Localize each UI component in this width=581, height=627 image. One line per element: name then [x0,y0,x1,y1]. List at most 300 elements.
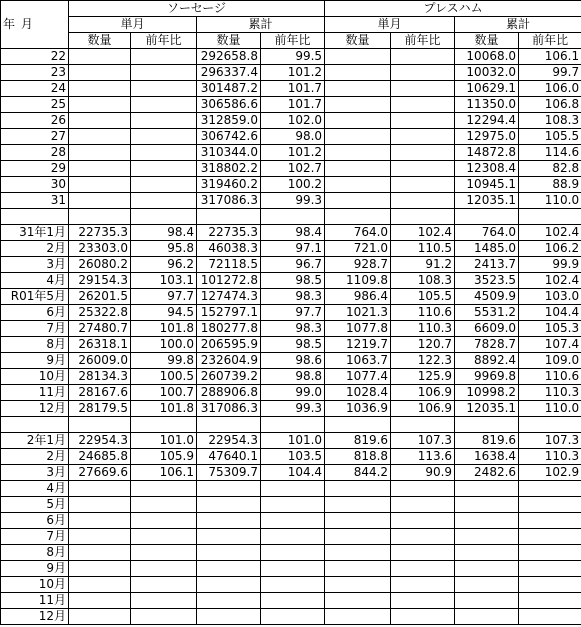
empty-cell [261,417,325,433]
table-cell [131,193,197,209]
table-cell [391,561,455,577]
empty-cell [455,209,519,225]
table-cell: 10945.1 [455,177,519,193]
table-cell: 101.8 [131,321,197,337]
table-cell [455,561,519,577]
row-label: 25 [1,97,69,113]
table-cell [391,513,455,529]
table-cell: 819.6 [325,433,391,449]
table-cell [131,577,197,593]
table-cell: 99.7 [519,65,581,81]
table-cell [325,129,391,145]
table-cell: 22954.3 [197,433,261,449]
table-cell: 312859.0 [197,113,261,129]
row-label: 11月 [1,593,69,609]
table-cell: 317086.3 [197,401,261,417]
table-cell: 95.8 [131,241,197,257]
table-cell: 99.8 [131,353,197,369]
table-cell: 318802.2 [197,161,261,177]
table-row [1,369,581,385]
table-cell: 101.7 [261,97,325,113]
table-cell [69,545,131,561]
table-row [1,289,581,305]
row-label: 4月 [1,481,69,497]
empty-cell [69,209,131,225]
table-cell: 26009.0 [69,353,131,369]
table-cell [519,561,581,577]
table-cell: 101.7 [261,81,325,97]
empty-cell [391,417,455,433]
table-cell [261,529,325,545]
sausage-cumulative-header: 累計 [197,17,325,33]
table-cell [131,513,197,529]
table-cell: 82.8 [519,161,581,177]
table-row [1,497,581,513]
table-header [1,1,581,49]
row-label: 31 [1,193,69,209]
table-cell [519,545,581,561]
row-label: 9月 [1,353,69,369]
table-cell [131,177,197,193]
table-cell: 28167.6 [69,385,131,401]
table-cell: 99.3 [261,193,325,209]
table-cell: 5531.2 [455,305,519,321]
table-cell [325,593,391,609]
table-cell: 101.2 [261,65,325,81]
table-cell: 100.7 [131,385,197,401]
table-cell [455,577,519,593]
table-cell: 25322.8 [69,305,131,321]
table-cell: 122.3 [391,353,455,369]
table-row [1,97,581,113]
row-label: 24 [1,81,69,97]
table-cell [261,593,325,609]
table-cell: 206595.9 [197,337,261,353]
table-cell [69,529,131,545]
table-cell: 120.7 [391,337,455,353]
table-row [1,465,581,481]
empty-cell [69,417,131,433]
table-cell: 106.9 [391,401,455,417]
pressham-cum-qty-header: 数量 [455,33,519,49]
table-cell: 103.1 [131,273,197,289]
table-cell: 1638.4 [455,449,519,465]
table-cell: 1077.4 [325,369,391,385]
table-cell [391,81,455,97]
pressham-single-qty-header: 数量 [325,33,391,49]
table-cell: 288906.8 [197,385,261,401]
table-cell [69,497,131,513]
table-cell [69,593,131,609]
table-cell: 102.4 [519,273,581,289]
row-label: 22 [1,49,69,65]
table-cell [197,513,261,529]
table-row [1,241,581,257]
table-cell [519,481,581,497]
empty-cell [325,417,391,433]
table-row [1,65,581,81]
table-cell [455,481,519,497]
table-cell: 109.0 [519,353,581,369]
table-cell: 28179.5 [69,401,131,417]
row-label: 6月 [1,305,69,321]
table-cell: 844.2 [325,465,391,481]
empty-cell [1,417,69,433]
table-cell: 107.3 [391,433,455,449]
table-cell [131,545,197,561]
empty-cell [455,417,519,433]
table-cell [197,481,261,497]
table-cell [325,577,391,593]
row-label: 12月 [1,609,69,625]
table-cell [455,609,519,625]
table-cell: 100.5 [131,369,197,385]
table-cell: 10032.0 [455,65,519,81]
table-cell: 1077.8 [325,321,391,337]
table-cell: 106.2 [519,241,581,257]
table-cell [261,577,325,593]
table-cell [325,561,391,577]
table-cell: 99.0 [261,385,325,401]
table-cell: 28134.3 [69,369,131,385]
table-cell [197,609,261,625]
table-cell: 91.2 [391,257,455,273]
table-cell [455,497,519,513]
sausage-single-qty-header: 数量 [69,33,131,49]
table-cell: 110.5 [391,241,455,257]
table-cell: 103.0 [519,289,581,305]
pressham-cumulative-header: 累計 [455,17,581,33]
table-cell [391,129,455,145]
table-cell: 819.6 [455,433,519,449]
row-label: 2月 [1,241,69,257]
table-cell: 1485.0 [455,241,519,257]
table-cell: 114.6 [519,145,581,161]
table-cell: 102.0 [261,113,325,129]
table-cell: 4509.9 [455,289,519,305]
pressham-cum-yoy-header: 前年比 [519,33,581,49]
table-body [1,49,581,625]
table-cell: 110.6 [391,305,455,321]
table-cell [519,577,581,593]
table-cell [519,529,581,545]
table-cell: 14872.8 [455,145,519,161]
table-cell: 721.0 [325,241,391,257]
table-cell [325,65,391,81]
empty-cell [1,209,69,225]
table-cell: 125.9 [391,369,455,385]
table-cell [325,113,391,129]
table-cell [197,497,261,513]
sausage-cum-qty-header: 数量 [197,33,261,49]
table-cell [69,177,131,193]
table-cell: 108.3 [391,273,455,289]
table-cell: 6609.0 [455,321,519,337]
table-cell [519,609,581,625]
table-cell: 928.7 [325,257,391,273]
empty-cell [325,209,391,225]
table-cell: 27669.6 [69,465,131,481]
table-cell [325,161,391,177]
table-row [1,337,581,353]
table-cell [131,481,197,497]
table-cell: 104.4 [261,465,325,481]
table-row [1,609,581,625]
sausage-cum-yoy-header: 前年比 [261,33,325,49]
table-cell [131,129,197,145]
table-cell: 260739.2 [197,369,261,385]
table-cell: 100.0 [131,337,197,353]
table-cell [391,65,455,81]
table-cell [69,65,131,81]
table-cell: 29154.3 [69,273,131,289]
table-cell [455,529,519,545]
table-cell [69,113,131,129]
table-cell [131,65,197,81]
table-row [1,321,581,337]
table-row [1,145,581,161]
empty-cell [131,209,197,225]
table-cell: 22735.3 [197,225,261,241]
table-cell: 110.3 [391,321,455,337]
row-label: 10月 [1,577,69,593]
table-cell: 818.8 [325,449,391,465]
table-row [1,561,581,577]
table-cell [131,561,197,577]
table-cell [197,577,261,593]
table-cell: 110.3 [519,385,581,401]
table-cell: 99.9 [519,257,581,273]
table-row [1,529,581,545]
table-cell [391,577,455,593]
table-row [1,49,581,65]
table-cell: 106.9 [391,385,455,401]
table-cell: 113.6 [391,449,455,465]
table-cell [69,49,131,65]
table-cell: 152797.1 [197,305,261,321]
table-cell: 107.3 [519,433,581,449]
table-cell: 12035.1 [455,193,519,209]
empty-cell [391,209,455,225]
row-label: 5月 [1,497,69,513]
row-label: 8月 [1,337,69,353]
table-cell [325,609,391,625]
table-cell: 102.7 [261,161,325,177]
table-cell: 306742.6 [197,129,261,145]
table-cell [519,593,581,609]
table-cell: 106.0 [519,81,581,97]
empty-cell [519,417,581,433]
row-label: 30 [1,177,69,193]
table-row [1,593,581,609]
table-cell [391,193,455,209]
table-cell: 98.4 [261,225,325,241]
table-cell [131,529,197,545]
table-cell [69,481,131,497]
table-cell: 102.4 [391,225,455,241]
table-cell: 105.3 [519,321,581,337]
table-cell: 99.5 [261,49,325,65]
spacer-row [1,417,581,433]
table-cell: 100.2 [261,177,325,193]
table-cell: 26318.1 [69,337,131,353]
table-cell: 101272.8 [197,273,261,289]
table-cell: 764.0 [455,225,519,241]
table-cell: 107.4 [519,337,581,353]
table-row [1,385,581,401]
table-cell: 180277.8 [197,321,261,337]
table-cell [325,193,391,209]
table-cell [69,145,131,161]
table-cell: 103.5 [261,449,325,465]
table-row [1,177,581,193]
row-label: 7月 [1,321,69,337]
empty-cell [197,209,261,225]
table-cell [131,145,197,161]
table-cell [69,161,131,177]
table-cell: 106.1 [519,49,581,65]
table-cell [519,497,581,513]
table-row [1,129,581,145]
table-cell: 98.5 [261,273,325,289]
table-cell [131,593,197,609]
table-cell [261,481,325,497]
table-cell: 24685.8 [69,449,131,465]
row-label: 2月 [1,449,69,465]
row-label: 31年1月 [1,225,69,241]
table-cell [325,481,391,497]
table-row [1,513,581,529]
table-cell: 110.0 [519,193,581,209]
table-cell: 319460.2 [197,177,261,193]
table-cell: 94.5 [131,305,197,321]
table-cell: 97.1 [261,241,325,257]
table-cell: 10068.0 [455,49,519,65]
table-row [1,353,581,369]
table-cell [131,81,197,97]
row-label: 10月 [1,369,69,385]
table-cell: 9969.8 [455,369,519,385]
table-cell: 23303.0 [69,241,131,257]
table-row [1,401,581,417]
table-cell: 106.8 [519,97,581,113]
table-row [1,225,581,241]
table-cell: 101.0 [261,433,325,449]
table-row [1,481,581,497]
table-cell: 986.4 [325,289,391,305]
table-row [1,449,581,465]
table-row [1,193,581,209]
table-cell [391,497,455,513]
sausage-single-yoy-header: 前年比 [131,33,197,49]
table-cell [261,609,325,625]
table-cell: 1021.3 [325,305,391,321]
table-cell [131,161,197,177]
table-cell: 99.3 [261,401,325,417]
table-row [1,81,581,97]
table-cell [391,529,455,545]
table-cell: 306586.6 [197,97,261,113]
table-row [1,545,581,561]
table-cell [325,545,391,561]
row-label: 4月 [1,273,69,289]
row-label: 26 [1,113,69,129]
table-cell [325,513,391,529]
table-cell: 764.0 [325,225,391,241]
table-cell [261,561,325,577]
table-cell [391,481,455,497]
table-cell: 232604.9 [197,353,261,369]
table-cell: 22735.3 [69,225,131,241]
table-cell: 1219.7 [325,337,391,353]
table-cell: 10629.1 [455,81,519,97]
table-cell: 96.7 [261,257,325,273]
table-row [1,273,581,289]
table-cell: 110.3 [519,449,581,465]
table-cell [325,529,391,545]
table-cell: 12308.4 [455,161,519,177]
row-label: R01年5月 [1,289,69,305]
table-cell [69,577,131,593]
table-cell: 292658.8 [197,49,261,65]
row-label: 3月 [1,465,69,481]
table-cell [197,561,261,577]
table-cell: 1036.9 [325,401,391,417]
table-cell [391,97,455,113]
table-cell: 98.0 [261,129,325,145]
table-cell: 101.2 [261,145,325,161]
table-cell: 317086.3 [197,193,261,209]
table-row [1,433,581,449]
table-cell [391,177,455,193]
table-cell [391,49,455,65]
table-cell: 88.9 [519,177,581,193]
table-cell: 26080.2 [69,257,131,273]
table-cell: 2413.7 [455,257,519,273]
table-cell [69,561,131,577]
table-cell: 22954.3 [69,433,131,449]
table-cell [325,497,391,513]
row-label: 8月 [1,545,69,561]
table-cell: 127474.3 [197,289,261,305]
table-cell: 104.4 [519,305,581,321]
table-cell [261,513,325,529]
table-row [1,577,581,593]
table-cell: 90.9 [391,465,455,481]
table-cell [131,497,197,513]
table-cell [197,529,261,545]
table-cell: 3523.5 [455,273,519,289]
table-cell: 102.4 [519,225,581,241]
row-label: 11月 [1,385,69,401]
table-cell: 105.5 [519,129,581,145]
table-cell: 46038.3 [197,241,261,257]
year-month-header: 年 月 [1,1,69,49]
table-cell: 97.7 [131,289,197,305]
table-cell: 98.4 [131,225,197,241]
table-cell: 110.6 [519,369,581,385]
table-cell [325,97,391,113]
table-cell: 105.5 [391,289,455,305]
sausage-single-month-header: 単月 [69,17,197,33]
table-cell: 47640.1 [197,449,261,465]
empty-cell [197,417,261,433]
table-cell [391,593,455,609]
row-label: 7月 [1,529,69,545]
empty-cell [131,417,197,433]
row-label: 6月 [1,513,69,529]
row-label: 2年1月 [1,433,69,449]
